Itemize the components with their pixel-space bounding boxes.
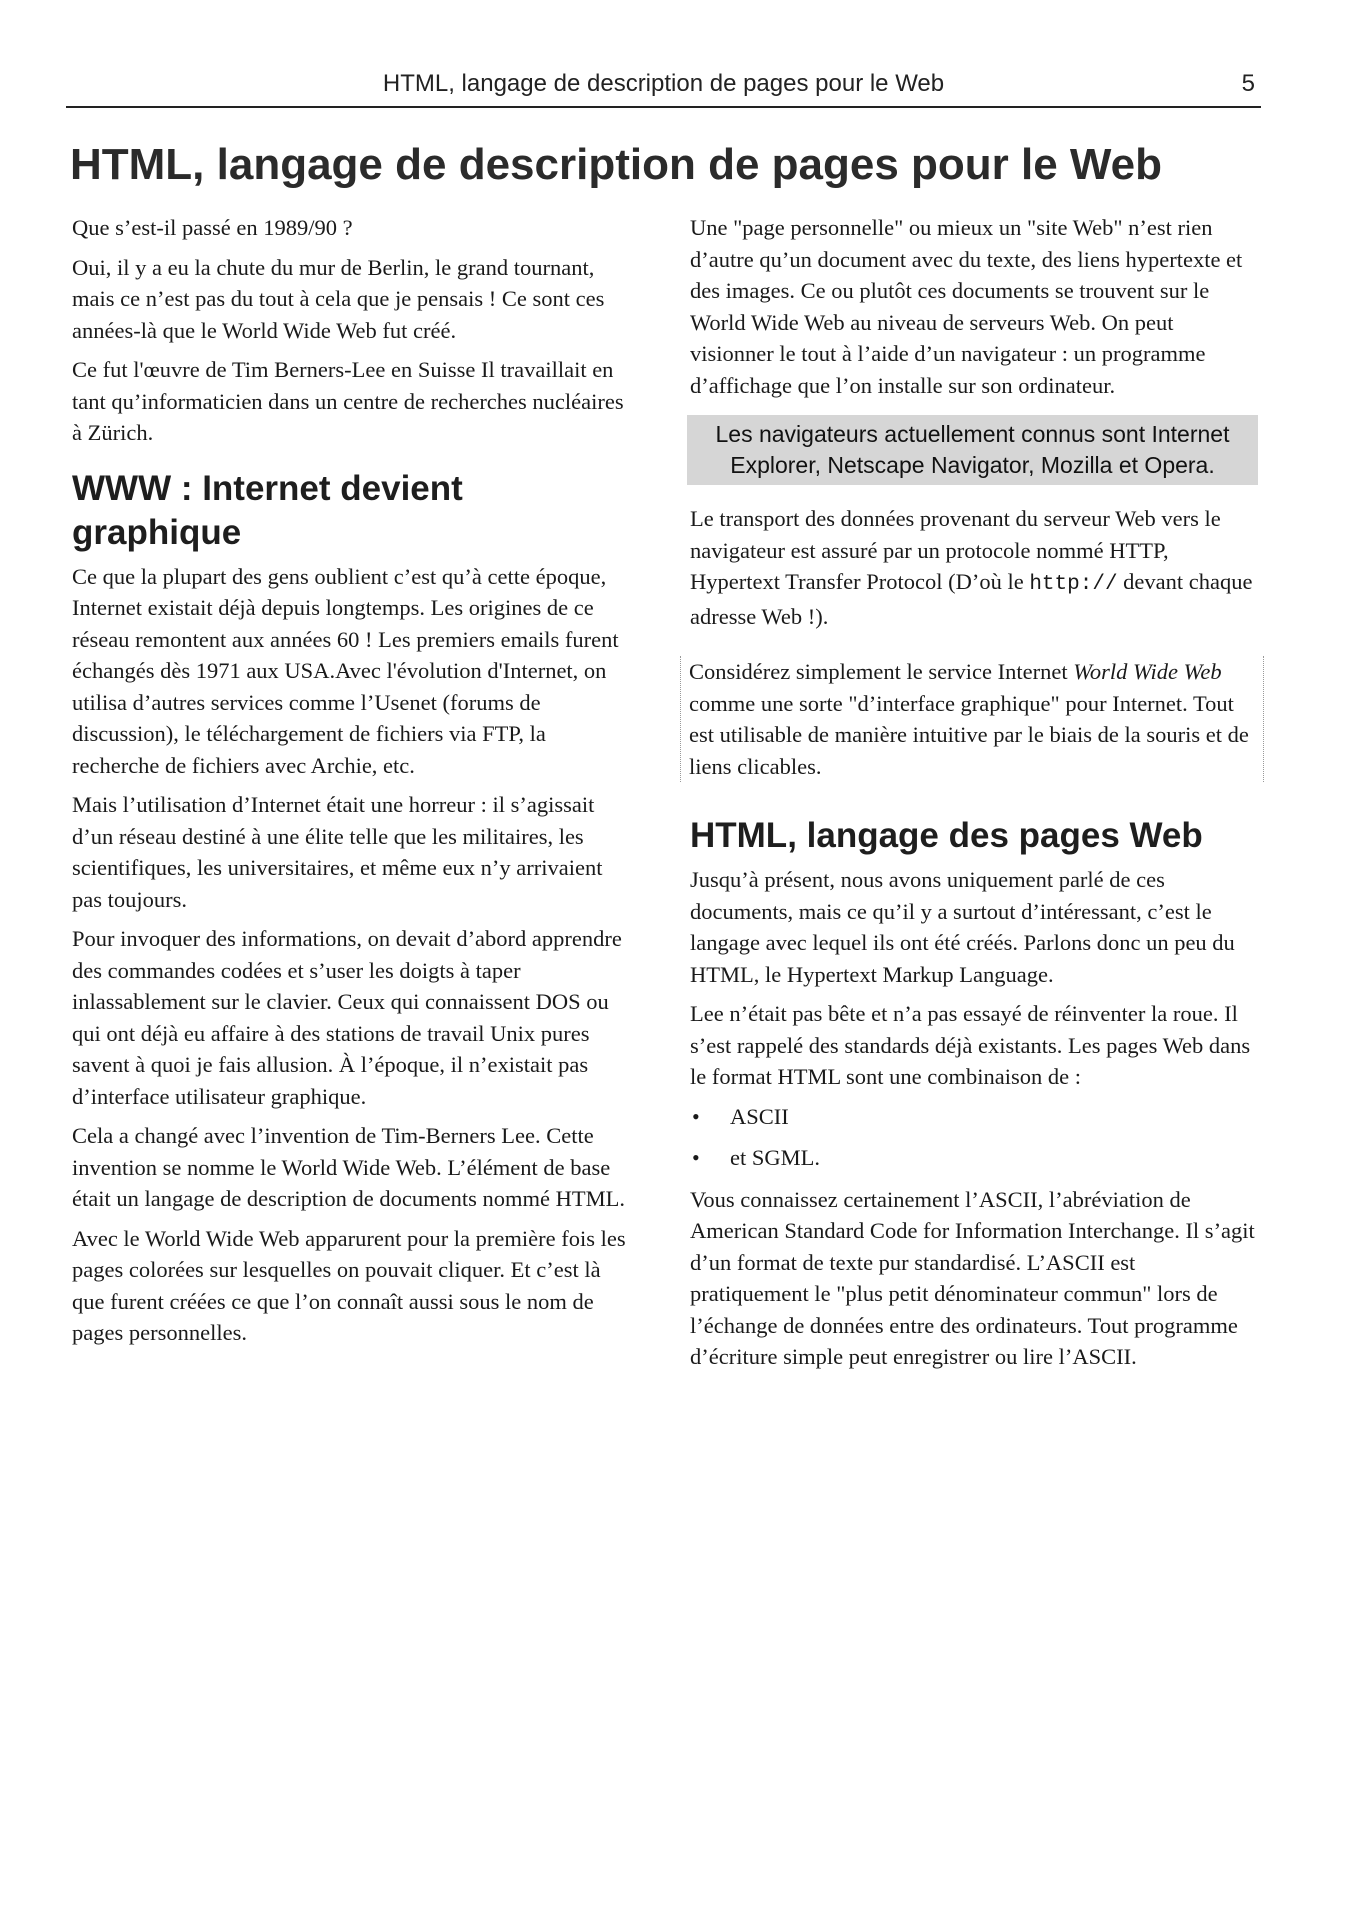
left-column: [72, 212, 638, 1357]
list-item: • et SGML.: [690, 1142, 1258, 1174]
bullet-list: [690, 1101, 1258, 1174]
paragraph: Avec le World Wide Web apparurent pour la première fois les pages colorées sur lesquelles on pouvait cliquer. Et c’est là que furent créées ce que l’on connaît aussi sous le nom de pages personnelles.: [72, 1225, 626, 1345]
list-item: • ASCII: [690, 1101, 1258, 1133]
section-heading-www: WWW : Internet devient graphique: [72, 468, 463, 552]
paragraph: Ce que la plupart des gens oublient c’est qu’à cette époque, Internet existait déjà depuis longtemps. Les origines de ce réseau remontent aux années 60 ! Les premiers emails furent échangés dès 1971 aux USA.Avec l'évolution d'Internet, on utilisa d’autres services comme l’Usenet (forums de discussion), le téléchargement de fichiers via FTP, la recherche de fichiers avec Archie, etc.: [72, 563, 619, 778]
tip-paragraph: [689, 656, 1257, 782]
text-span: devant chaque adresse Web !).: [690, 569, 1253, 629]
tip-box: [680, 656, 1264, 782]
text-span: comme une sorte "d’interface graphique" pour Internet. Tout est utilisable de manière intuitive par le biais de la souris et de liens clicables.: [689, 690, 1249, 779]
paragraph: Mais l’utilisation d’Internet était une horreur : il s’agissait d’un réseau destiné à une élite telle que les militaires, les scientifiques, les universitaires, et même eux n’y arrivaient pas toujours.: [72, 792, 603, 912]
text-span: Le transport des données provenant du serveur Web vers le navigateur est assuré par un protocole nommé HTTP, Hypertext Transfer Protocol (D’où le: [690, 506, 1221, 594]
emphasis-www: World Wide Web: [1073, 659, 1222, 684]
right-column: [690, 212, 1258, 1381]
section-heading-html: HTML, langage des pages Web: [690, 816, 1203, 855]
paragraph: Cela a changé avec l’invention de Tim-Berners Lee. Cette invention se nomme le World Wide Web. L’élément de base était un langage de description de documents nommé HTML.: [72, 1123, 625, 1211]
running-header: [66, 68, 1261, 108]
page-number: 5: [1241, 70, 1255, 97]
page-title: HTML, langage de description de pages pour le Web: [70, 140, 1163, 189]
paragraph: Vous connaissez certainement l’ASCII, l’abréviation de American Standard Code for Information Interchange. Il s’agit d’un format de texte pur standardisé. L’ASCII est pratiquement le "plus petit dénominateur commun" lors de l’échange de données entre des ordinateurs. Tout programme d’écriture simple peut enregistrer ou lire l’ASCII.: [690, 1186, 1255, 1369]
highlight-box: Les navigateurs actuellement connus sont Internet Explorer, Netscape Navigator, Mozilla et Opera.: [687, 415, 1258, 485]
paragraph: Pour invoquer des informations, on devait d’abord apprendre des commandes codées et s’user les doigts à taper inlassablement sur le clavier. Ceux qui connaissent DOS ou qui ont déjà eu affaire à des stations de travail Unix pures savent à quoi je fais allusion. À l’époque, il n’existait pas d’interface utilisateur graphique.: [72, 926, 622, 1109]
paragraph: Lee n’était pas bête et n’a pas essayé de réinventer la roue. Il s’est rappelé des standards déjà existants. Les pages Web dans le format HTML sont une combinaison de :: [690, 1001, 1251, 1089]
paragraph: Jusqu’à présent, nous avons uniquement parlé de ces documents, mais ce qu’il y a surtout d’intéressant, c’est le langage avec lequel ils ont été créés. Parlons donc un peu du HTML, le Hypertext Markup Language.: [690, 867, 1235, 987]
paragraph: Que s’est-il passé en 1989/90 ?: [72, 215, 353, 240]
paragraph: Oui, il y a eu la chute du mur de Berlin, le grand tournant, mais ce n’est pas du tout à cela que je pensais ! Ce sont ces années-là que le World Wide Web fut créé.: [72, 254, 605, 343]
paragraph: Une "page personnelle" ou mieux un "site Web" n’est rien d’autre qu’un document avec du texte, des liens hypertexte et des images. Ce ou plutôt ces documents se trouvent sur le World Wide Web au niveau de serveurs Web. On peut visionner le tout à l’aide d’un navigateur : un programme d’affichage que l’on installe sur son ordinateur.: [690, 215, 1243, 398]
text-span: Considérez simplement le service Internet: [689, 659, 1074, 684]
running-header-title: HTML, langage de description de pages pour le Web: [382, 70, 945, 97]
paragraph-http: [690, 503, 1258, 632]
code-http: http://: [1029, 573, 1118, 596]
paragraph: Ce fut l'œuvre de Tim Berners-Lee en Suisse Il travaillait en tant qu’informaticien dans un centre de recherches nucléaires à Zürich.: [72, 357, 624, 445]
